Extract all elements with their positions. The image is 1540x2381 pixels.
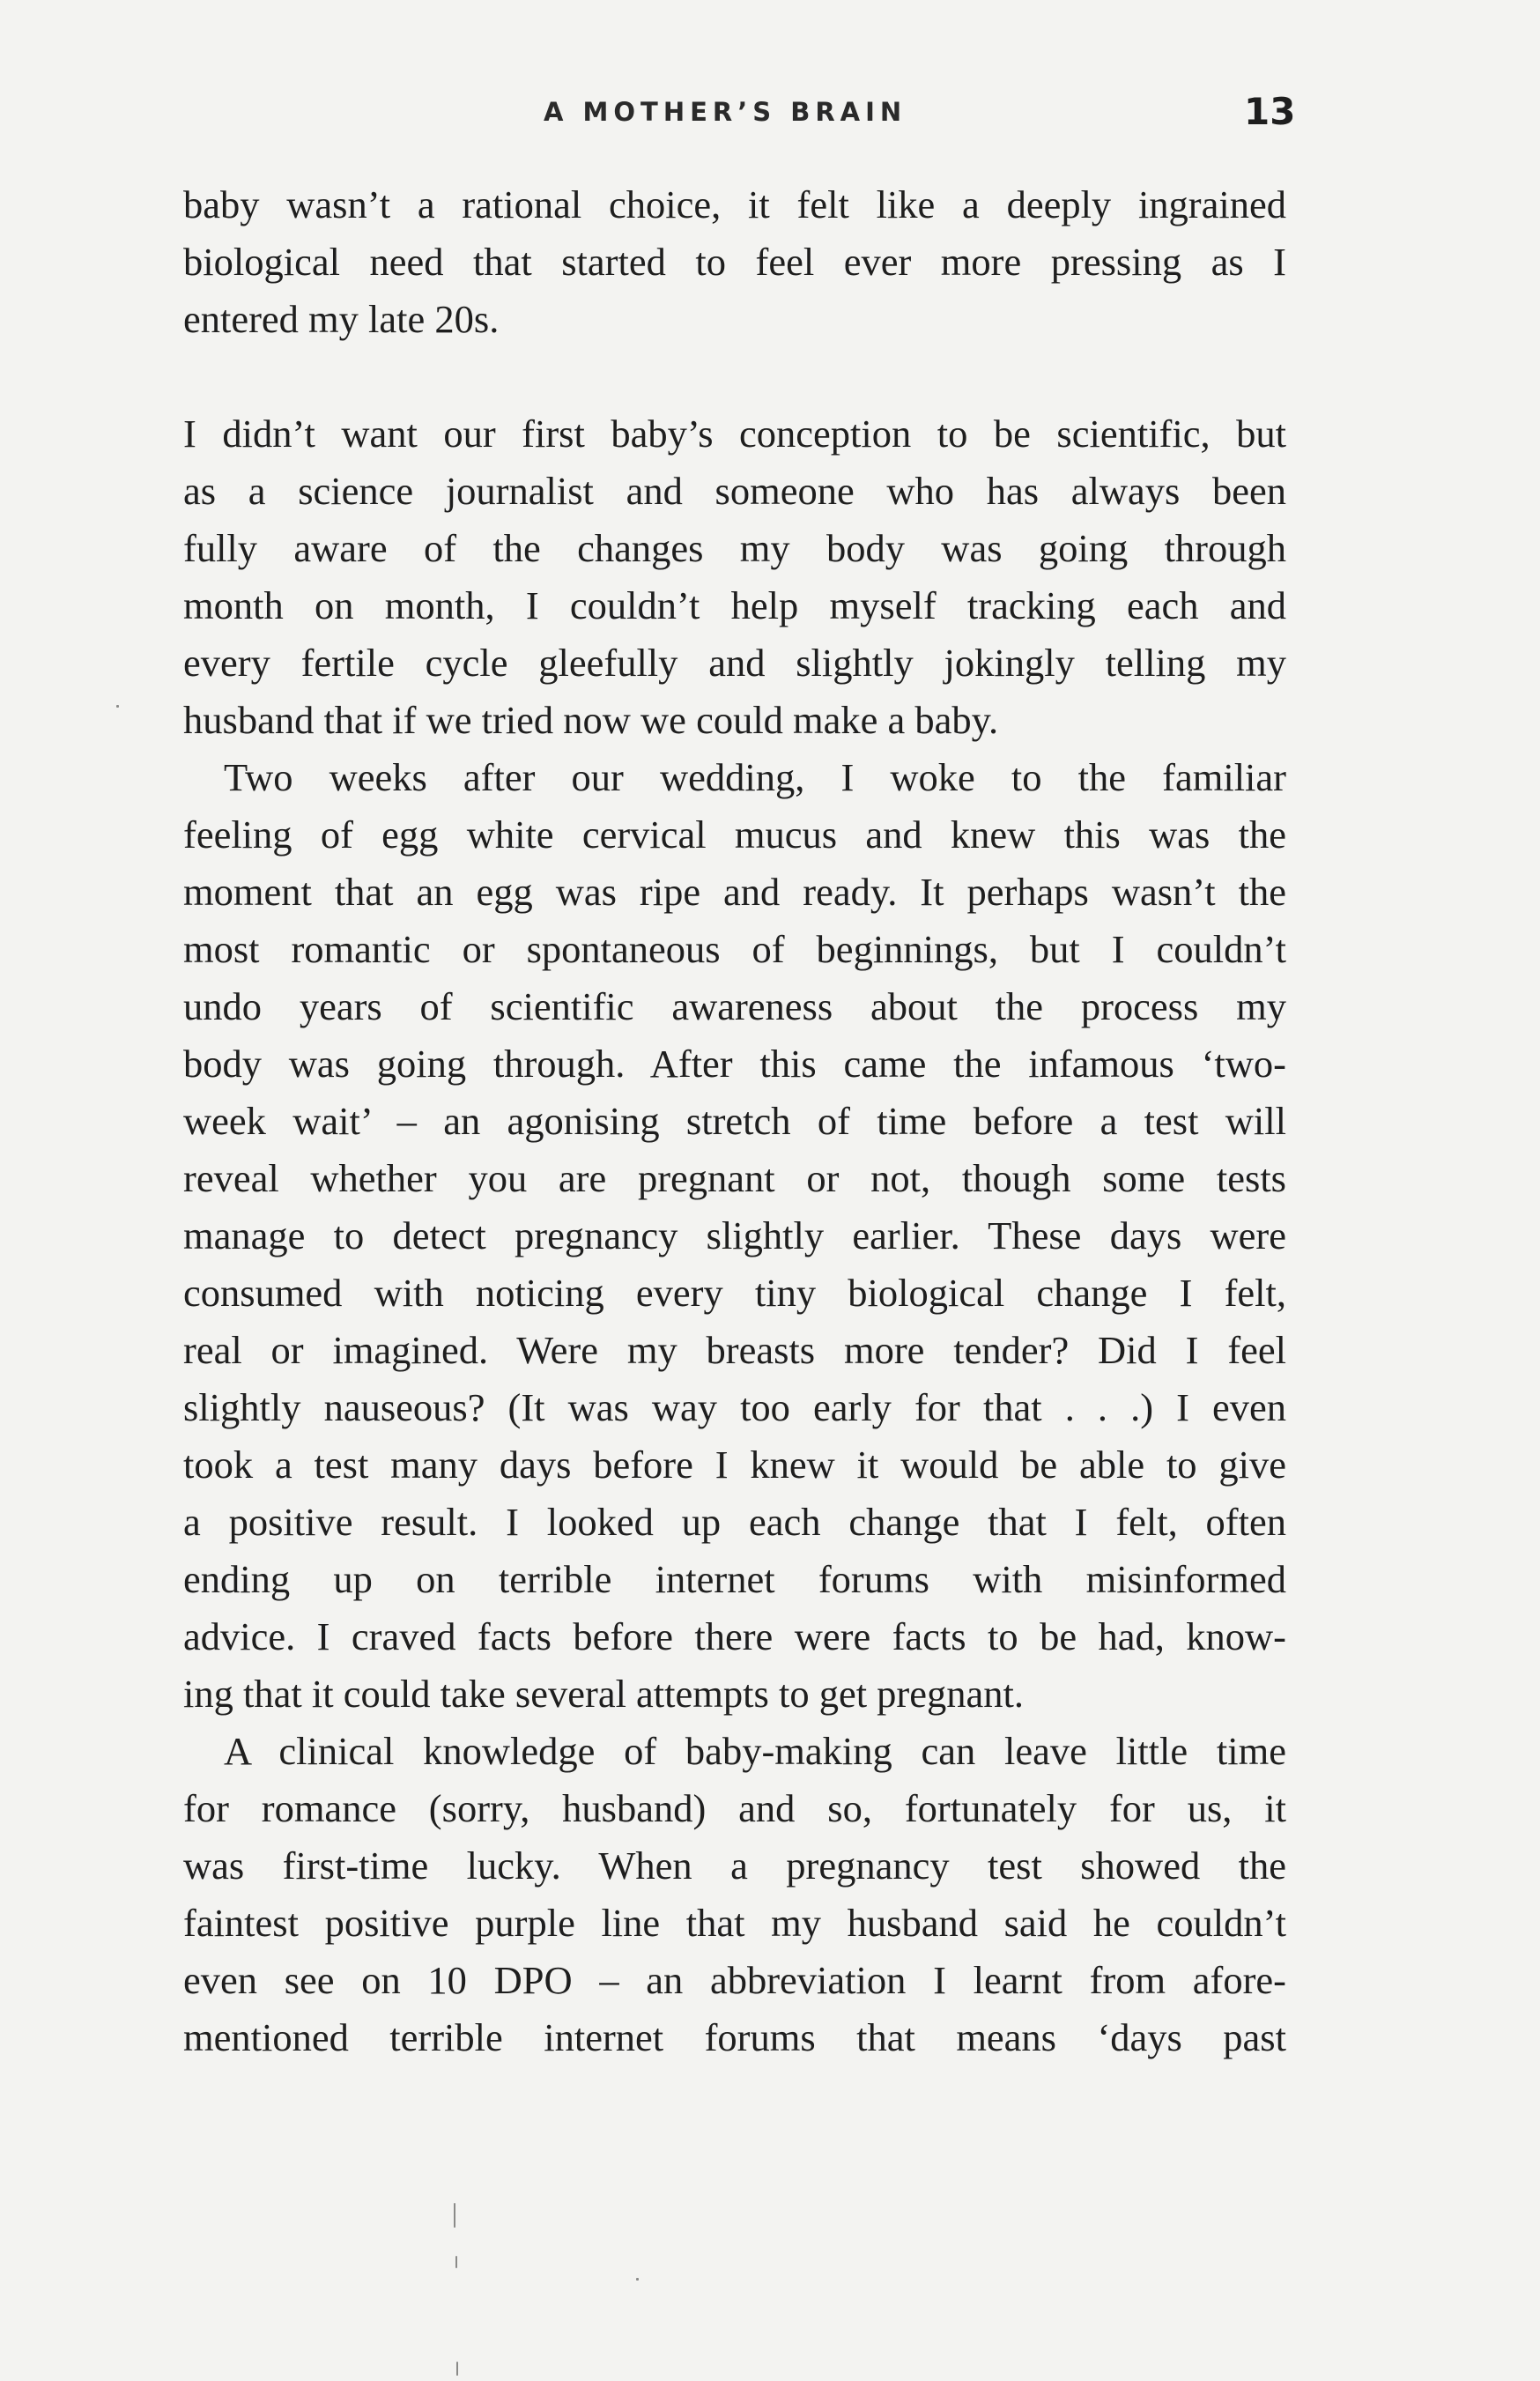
- text-line: week wait’ – an agonising stretch of time before a test will: [183, 1099, 1286, 1143]
- text-line: ending up on terrible internet forums with misinformed: [183, 1557, 1286, 1601]
- text-line: reveal whether you are pregnant or not, though some tests: [183, 1156, 1286, 1200]
- text-line: feeling of egg white cervical mucus and knew this was the: [183, 812, 1286, 857]
- text-line: took a test many days before I knew it would be able to give: [183, 1443, 1286, 1487]
- text-line: biological need that started to feel ever more pressing as I: [183, 240, 1286, 284]
- text-line: for romance (sorry, husband) and so, fortunately for us, it: [183, 1786, 1286, 1830]
- scan-speck: [116, 705, 119, 708]
- text-line: a positive result. I looked up each change that I felt, often: [183, 1500, 1286, 1544]
- text-line: was first-time lucky. When a pregnancy test showed the: [183, 1843, 1286, 1888]
- text-line: entered my late 20s.: [183, 297, 500, 341]
- text-line: manage to detect pregnancy slightly earlier. These days were: [183, 1213, 1286, 1257]
- text-line: body was going through. After this came the infamous ‘two-: [183, 1042, 1286, 1086]
- text-line: even see on 10 DPO – an abbreviation I learnt from afore-: [183, 1958, 1286, 2002]
- paragraph: [183, 405, 1286, 749]
- text-line: advice. I craved facts before there were facts to be had, know-: [183, 1614, 1286, 1658]
- text-line: most romantic or spontaneous of beginnings, but I couldn’t: [183, 927, 1286, 971]
- body-text: [183, 176, 1286, 2066]
- text-line: undo years of scientific awareness about the process my: [183, 984, 1286, 1028]
- scan-speck: [456, 2362, 458, 2376]
- section-break: [183, 348, 1286, 405]
- paragraph: [183, 176, 1286, 348]
- text-line: slightly nauseous? (It was way too early for that . . .) I even: [183, 1385, 1286, 1429]
- text-line: month on month, I couldn’t help myself tracking each and: [183, 583, 1286, 627]
- text-line: as a science journalist and someone who has always been: [183, 469, 1286, 513]
- text-line: I didn’t want our first baby’s conception to be scientific, but: [183, 412, 1286, 456]
- text-line: faintest positive purple line that my husband said he couldn’t: [183, 1901, 1286, 1945]
- page-number: 13: [1244, 90, 1296, 133]
- paragraph: [183, 1723, 1286, 2066]
- text-line: consumed with noticing every tiny biological change I felt,: [183, 1271, 1286, 1315]
- running-head: [0, 88, 1540, 141]
- text-line: every fertile cycle gleefully and slightly jokingly telling my: [183, 641, 1286, 685]
- text-line: A clinical knowledge of baby-making can leave little time: [224, 1729, 1286, 1773]
- text-line: moment that an egg was ripe and ready. It perhaps wasn’t the: [183, 870, 1286, 914]
- text-line: mentioned terrible internet forums that means ‘days past: [183, 2015, 1286, 2059]
- scan-speck: [455, 2256, 457, 2268]
- text-line: Two weeks after our wedding, I woke to the familiar: [224, 755, 1286, 799]
- running-title: A MOTHER’S BRAIN: [544, 97, 907, 127]
- scan-speck: [636, 2278, 639, 2281]
- text-line: husband that if we tried now we could make a baby.: [183, 698, 999, 742]
- paragraph: [183, 749, 1286, 1723]
- text-line: real or imagined. Were my breasts more tender? Did I feel: [183, 1328, 1286, 1372]
- scan-speck: [454, 2203, 455, 2228]
- text-line: baby wasn’t a rational choice, it felt like a deeply ingrained: [183, 182, 1286, 226]
- text-line: fully aware of the changes my body was going through: [183, 526, 1286, 570]
- text-line: ing that it could take several attempts to get pregnant.: [183, 1672, 1024, 1716]
